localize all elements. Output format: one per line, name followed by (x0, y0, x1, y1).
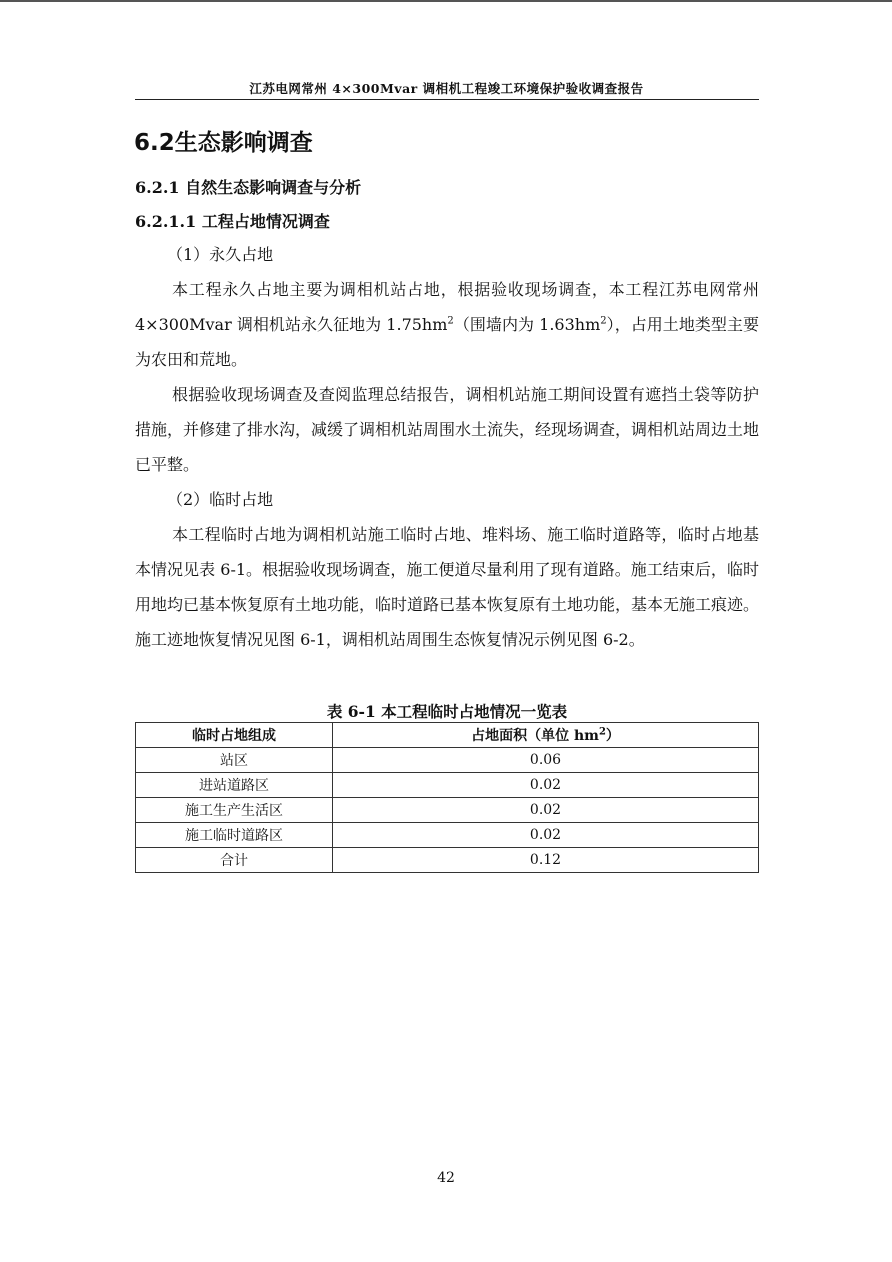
superscript: 2 (598, 726, 606, 738)
table-header-row (136, 723, 759, 748)
table-row (136, 773, 759, 798)
body-text (135, 237, 759, 657)
table-row-total (136, 848, 759, 873)
running-header: 江苏电网常州 4×300Mvar 调相机工程竣工环境保护验收调查报告 (249, 81, 644, 96)
table-row (136, 823, 759, 848)
table-row (136, 798, 759, 823)
table-caption: 表 6-1 本工程临时占地情况一览表 (326, 702, 568, 721)
header-text: ） (605, 728, 620, 744)
cell-name: 站区 (136, 748, 333, 773)
subsection-heading: 6.2.1 自然生态影响调查与分析 (135, 178, 362, 197)
header-rule (135, 99, 759, 100)
cell-area: 0.02 (333, 798, 759, 823)
temporary-land-table (135, 722, 759, 873)
page-top-border (0, 0, 892, 2)
para-text: ），占用土地类型主要为农田和荒地。 (135, 315, 759, 369)
paragraph-protection-measures: 根据验收现场调查及查阅监理总结报告，调相机站施工期间设置有遮挡土袋等防护措施，并修建了排水沟，减缓了调相机站周围水土流失，经现场调查，调相机站周边土地已平整。 (135, 385, 760, 474)
paragraph-temporary-land: 本工程临时占地为调相机站施工临时占地、堆料场、施工临时道路等，临时占地基本情况见表 6-1。根据验收现场调查，施工便道尽量利用了现有道路。施工结束后，临时用地均已基本恢复原有土地功能，临时道路已基本恢复原有土地功能，基本无施工痕迹。施工迹地恢复情况见图 6-1，调相机站周围生态恢复情况示例见图 6-2。 (135, 525, 760, 649)
page-number: 42 (437, 1170, 455, 1186)
cell-name: 进站道路区 (136, 773, 333, 798)
subsubsection-heading: 6.2.1.1 工程占地情况调查 (135, 212, 330, 231)
column-header-area (333, 723, 759, 748)
header-text: 占地面积（单位 hm (471, 728, 599, 744)
para-text: 本工程永久占地主要为调相机站占地，根据验收现场调查，本工程江苏电网常州 4×300Mvar 调相机站永久征地为 1.75hm (135, 280, 759, 334)
superscript: 2 (600, 315, 607, 327)
table-row (136, 748, 759, 773)
item-label-permanent: （1）永久占地 (167, 245, 274, 264)
cell-area: 0.06 (333, 748, 759, 773)
cell-area: 0.12 (333, 848, 759, 873)
cell-name: 施工临时道路区 (136, 823, 333, 848)
superscript: 2 (447, 315, 454, 327)
section-heading: 6.2生态影响调查 (134, 130, 313, 156)
cell-name: 施工生产生活区 (136, 798, 333, 823)
cell-area: 0.02 (333, 773, 759, 798)
paragraph-permanent-land (135, 272, 759, 377)
column-header-component: 临时占地组成 (136, 723, 333, 748)
para-text: （围墙内为 1.63hm (453, 315, 601, 334)
cell-name: 合计 (136, 848, 333, 873)
item-label-temporary: （2）临时占地 (167, 490, 274, 509)
cell-area: 0.02 (333, 823, 759, 848)
